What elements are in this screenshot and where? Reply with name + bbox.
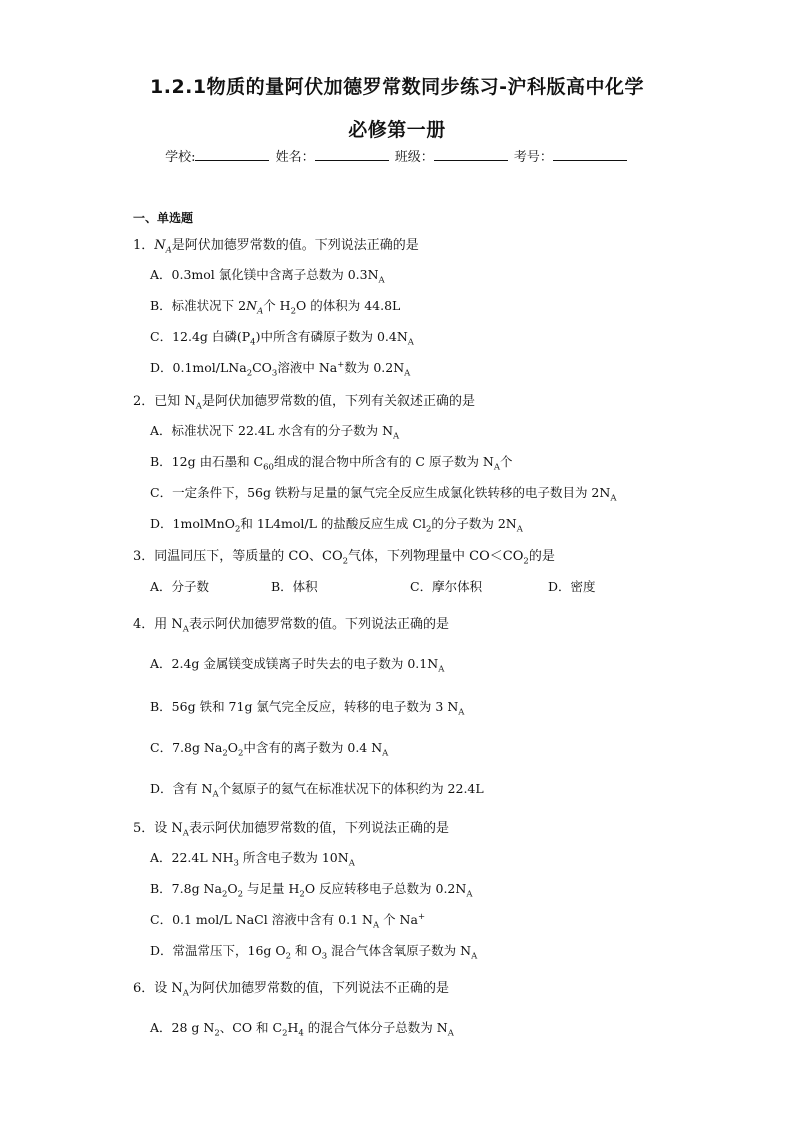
question-2-option-b[interactable]: B．12g 由石墨和 $C_{60}$组成的混合物中所含有的 C 原子数为 $N_A$个 bbox=[150, 454, 513, 473]
school-label: 学校: bbox=[165, 150, 196, 165]
question-5: 5．设 $N_A$表示阿伏加德罗常数的值，下列说法正确的是 bbox=[133, 821, 449, 839]
question-1-option-a[interactable]: A．0.3mol 氯化镁中含离子总数为 $0.3N_A$ bbox=[150, 267, 385, 286]
document-title-line1: 1.2.1物质的量阿伏加德罗常数同步练习-沪科版高中化学 bbox=[150, 76, 644, 98]
question-4-option-c[interactable]: C．7.8g $Na_2O_2$中含有的离子数为 0.4 $N_A$ bbox=[150, 740, 389, 759]
question-3-option-a[interactable]: A．分子数 bbox=[150, 579, 210, 594]
question-4-option-b[interactable]: B．56g 铁和 71g 氯气完全反应，转移的电子数为 3 $N_A$ bbox=[150, 699, 465, 718]
question-3-option-d[interactable]: D．密度 bbox=[548, 579, 596, 594]
school-blank[interactable] bbox=[195, 148, 269, 161]
class-blank[interactable] bbox=[434, 148, 508, 161]
number-blank[interactable] bbox=[553, 148, 627, 161]
question-5-option-d[interactable]: D．常温常压下，16g $O_2$ 和 $O_3$ 混合气体含氧原子数为 $N_A$ bbox=[150, 943, 478, 962]
question-4-option-d[interactable]: D．含有 $N_A$个氦原子的氦气在标准状况下的体积约为 22.4L bbox=[150, 781, 484, 800]
question-2-option-c[interactable]: C．一定条件下，56g 铁粉与足量的氯气完全反应生成氯化铁转移的电子数目为 $2N_A$ bbox=[150, 485, 617, 504]
question-3-option-b[interactable]: B．体积 bbox=[271, 579, 318, 594]
question-6: 6．设 $N_A$为阿伏加德罗常数的值，下列说法不正确的是 bbox=[133, 981, 449, 999]
question-4-option-a[interactable]: A．2.4g 金属镁变成镁离子时失去的电子数为 $0.1N_A$ bbox=[150, 656, 445, 675]
question-1-option-d[interactable]: D．$0.1mol/LNa_2CO_3$溶液中 Na+数为 $0.2N_A$ bbox=[150, 359, 411, 379]
question-1-option-b[interactable]: B．标准状况下 $2N_A$个 $H_2O$ 的体积为 44.8L bbox=[150, 298, 401, 317]
section-heading: 一、单选题 bbox=[133, 211, 194, 225]
number-label: 考号： bbox=[513, 150, 553, 165]
question-5-option-b[interactable]: B．7.8g $Na_2O_2$ 与足量 $H_2O$ 反应转移电子总数为 $0.2N_A$ bbox=[150, 881, 473, 900]
question-2: 2．已知 $N_A$是阿伏加德罗常数的值，下列有关叙述正确的是 bbox=[133, 394, 475, 412]
name-label: 姓名： bbox=[275, 150, 315, 165]
class-label: 班级： bbox=[394, 150, 434, 165]
question-3-option-c[interactable]: C．摩尔体积 bbox=[410, 579, 483, 594]
question-1: 1．$N_A$是阿伏加德罗常数的值。下列说法正确的是 bbox=[133, 238, 419, 256]
question-3: 3．同温同压下，等质量的 CO、$CO_2$气体，下列物理量中 $CO<CO_2$的是 bbox=[133, 549, 555, 567]
document-title-line2: 必修第一册 bbox=[348, 119, 446, 141]
question-5-option-a[interactable]: A．22.4L $NH_3$ 所含电子数为 $10N_A$ bbox=[150, 850, 355, 869]
question-5-option-c[interactable]: C．0.1 mol/L NaCl 溶液中含有 0.1 $N_A$ 个 Na+ bbox=[150, 911, 426, 931]
question-2-option-a[interactable]: A．标准状况下 22.4L 水含有的分子数为 $N_A$ bbox=[150, 423, 400, 442]
question-4: 4．用 $N_A$表示阿伏加德罗常数的值。下列说法正确的是 bbox=[133, 617, 449, 635]
student-info-row bbox=[0, 146, 794, 165]
name-blank[interactable] bbox=[315, 148, 389, 161]
question-6-option-a[interactable]: A．28 g $N_2$、CO 和 $C_2H_4$ 的混合气体分子总数为 $N_A$ bbox=[150, 1020, 454, 1039]
question-1-option-c[interactable]: C．12.4g 白磷$(P_4)$中所含有磷原子数为 $0.4N_A$ bbox=[150, 329, 414, 348]
question-2-option-d[interactable]: D．1molMnO$_2$和 1L4mol/L 的盐酸反应生成 $Cl_2$的分子数为 $2N_A$ bbox=[150, 516, 523, 535]
